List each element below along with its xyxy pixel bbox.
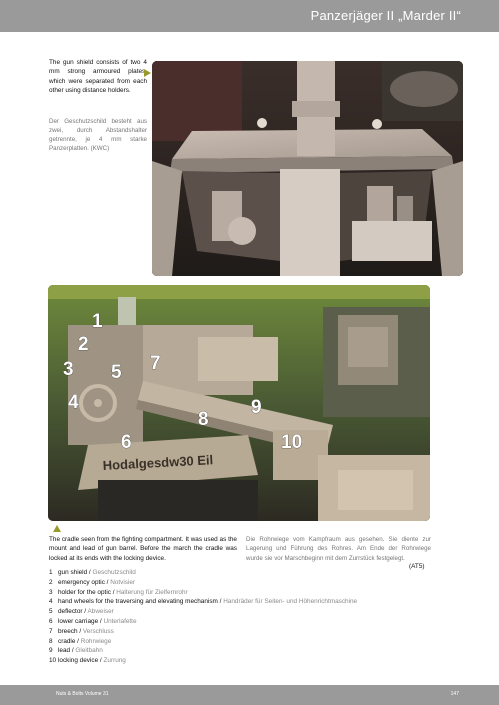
legend-item: 7 breech / Verschluss — [49, 627, 114, 635]
callout-10: 10 — [281, 432, 303, 453]
legend-item: 10 locking device / Zurrung — [49, 657, 126, 665]
photo1-caption-english: The gun shield consists of two 4 mm strong armoured plates, which were separated from each other using distance holders. — [49, 59, 147, 94]
caption-pointer-up-icon — [53, 525, 61, 532]
photo1-caption-german: Der Geschutzschild besteht aus zwei, durch Abstandshalter getrennte, je 4 mm starke Panzerplatten. (KWC) — [49, 118, 147, 152]
callout-5: 5 — [111, 362, 122, 383]
callout-1: 1 — [92, 311, 103, 332]
callout-2: 2 — [78, 334, 89, 355]
legend-item: 3 holder for the optic / Halterung für Zielfernrohr — [49, 588, 188, 596]
legend-item: 5 deflector / Abweiser — [49, 608, 114, 616]
footer-publication: Nuts & Bolts Volume 31 — [56, 691, 109, 697]
caption-pointer-right-icon — [144, 69, 151, 77]
legend-item: 2 emergency optic / Notvisier — [49, 578, 136, 586]
legend-item: 6 lower carriage / Unterlafette — [49, 617, 137, 625]
callout-3: 3 — [63, 359, 74, 380]
photo2-caption-english: The cradle seen from the fighting compartment. It was used as the mount and lead of gun barrel. Before the march the cradle was locked at its ends with the locking device. — [49, 536, 237, 562]
photo2-caption-german: Die Rohrwiege vom Kampfraum aus gesehen. Sie diente zur Lagerung und Führung des Rohres. Am Ende der Rohrwiege wurde sie vor Marschbeginn mit dem Zurrstück festgelegt. — [246, 536, 431, 562]
callout-8: 8 — [198, 409, 209, 430]
parts-legend — [49, 568, 449, 666]
callout-6: 6 — [121, 432, 132, 453]
legend-item: 9 lead / Gleitbahn — [49, 647, 103, 655]
photo-cradle — [48, 285, 430, 521]
page-title: Panzerjäger II „Marder II“ — [310, 8, 461, 23]
callout-7: 7 — [150, 353, 161, 374]
header-bar — [0, 0, 499, 32]
callout-9: 9 — [251, 397, 262, 418]
callout-4: 4 — [68, 392, 79, 413]
photo-gun-shield — [152, 61, 463, 276]
page-number: 147 — [450, 691, 459, 697]
legend-item: 8 cradle / Rohrwiege — [49, 637, 112, 645]
legend-item: 4 hand wheels for the traversing and elevating mechanism / Handräder für Seiten- und Höhenrichtmaschine — [49, 598, 358, 606]
photo-credit: (AT5) — [409, 563, 425, 570]
legend-item: 1 gun shield / Geschutzschild — [49, 569, 136, 576]
footer-bar — [0, 685, 499, 705]
vehicle-stencil: Hodalgesdw30 Eil — [102, 452, 214, 473]
